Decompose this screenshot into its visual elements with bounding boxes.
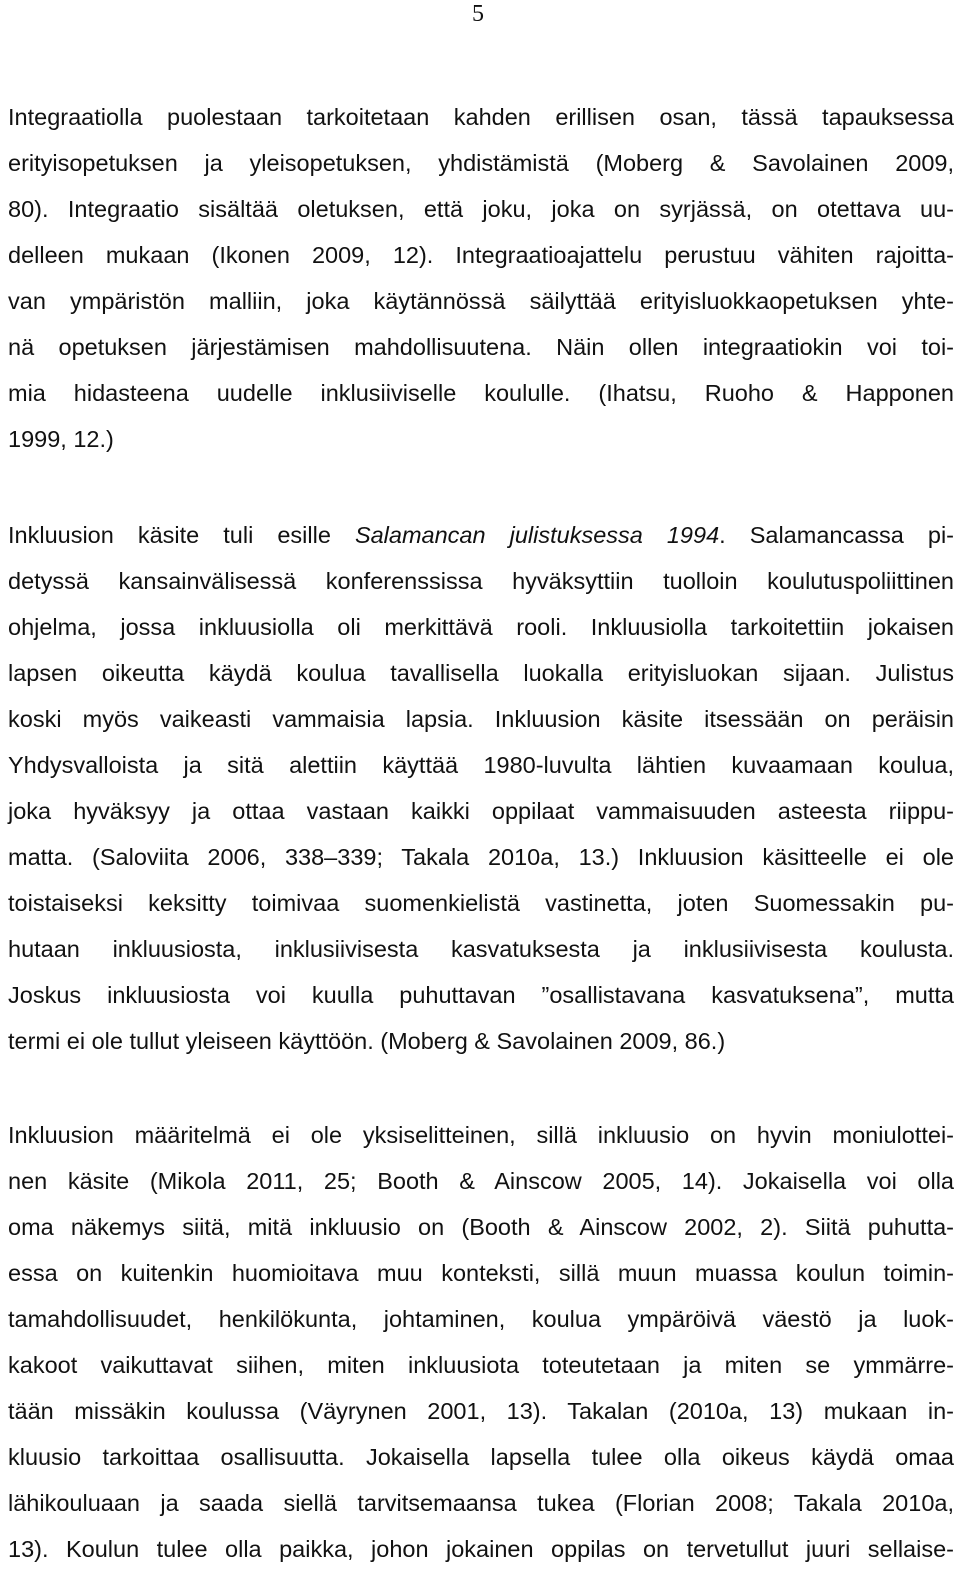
text-line: delleen mukaan (Ikonen 2009, 12). Integraatioajattelu perustuu vähiten rajoitta- <box>8 242 954 268</box>
paragraph-inclusion-definition <box>8 1120 954 1580</box>
text-line: termi ei ole tullut yleiseen käyttöön. (Moberg & Savolainen 2009, 86.) <box>8 1028 726 1054</box>
text-line: van ympäristön malliin, joka käytännössä säilyttää erityisluokkaopetuksen yhte- <box>8 288 954 314</box>
paragraph-salamanca <box>8 520 954 1072</box>
text-line: lapsen oikeutta käydä koulua tavallisella luokalla erityisluokan sijaan. Julistus <box>8 660 954 686</box>
text-line: Yhdysvalloista ja sitä alettiin käyttää 1980-luvulta lähtien kuvaamaan koulua, <box>8 752 954 778</box>
text-line: matta. (Saloviita 2006, 338–339; Takala 2010a, 13.) Inkluusion käsitteelle ei ole <box>8 844 954 870</box>
text-line: kluusio tarkoittaa osallisuutta. Jokaisella lapsella tulee olla oikeus käydä omaa <box>8 1444 954 1470</box>
text-line: nen käsite (Mikola 2011, 25; Booth & Ainscow 2005, 14). Jokaisella voi olla <box>8 1168 954 1194</box>
text-line: 1999, 12.) <box>8 426 114 452</box>
text-line: toistaiseksi keksitty toimivaa suomenkielistä vastinetta, joten Suomessakin pu- <box>8 890 954 916</box>
text-line: nä opetuksen järjestämisen mahdollisuutena. Näin ollen integraatiokin voi toi- <box>8 334 954 360</box>
page-number: 5 <box>472 1 484 27</box>
text-line: detyssä kansainvälisessä konferenssissa hyväksyttiin tuolloin koulutuspoliittinen <box>8 568 954 594</box>
text-line: ohjelma, jossa inkluusiolla oli merkittävä rooli. Inkluusiolla tarkoitettiin jokaisen <box>8 614 954 640</box>
text-line <box>8 520 954 566</box>
text-segment: . Salamancassa pi- <box>719 522 954 548</box>
text-line: 13). Koulun tulee olla paikka, johon jokainen oppilas on tervetullut juuri sellaise- <box>8 1536 954 1562</box>
paragraph-integration <box>8 102 954 470</box>
text-line: mia hidasteena uudelle inklusiiviselle koululle. (Ihatsu, Ruoho & Happonen <box>8 380 954 406</box>
text-line: lähikouluaan ja saada siellä tarvitsemaansa tukea (Florian 2008; Takala 2010a, <box>8 1490 954 1516</box>
text-line: joka hyväksyy ja ottaa vastaan kaikki oppilaat vammaisuuden asteesta riippu- <box>8 798 954 824</box>
italic-title: Salamancan julistuksessa 1994 <box>354 522 720 548</box>
text-line: oma näkemys siitä, mitä inkluusio on (Booth & Ainscow 2002, 2). Siitä puhutta- <box>8 1214 954 1240</box>
text-line: Inkluusion määritelmä ei ole yksiselitteinen, sillä inkluusio on hyvin moniulottei- <box>8 1122 954 1148</box>
text-line: koski myös vaikeasti vammaisia lapsia. Inkluusion käsite itsessään on peräisin <box>8 706 954 732</box>
text-line: Integraatiolla puolestaan tarkoitetaan kahden erillisen osan, tässä tapauksessa <box>8 104 954 130</box>
text-line: 80). Integraatio sisältää oletuksen, että joku, joka on syrjässä, on otettava uu- <box>8 196 954 222</box>
text-segment: Inkluusion käsite tuli esille <box>8 522 355 548</box>
text-line: erityisopetuksen ja yleisopetuksen, yhdistämistä (Moberg & Savolainen 2009, <box>8 150 954 176</box>
text-line: essa on kuitenkin huomioitava muu konteksti, sillä muun muassa koulun toimin- <box>8 1260 954 1286</box>
text-line: hutaan inkluusiosta, inklusiivisesta kasvatuksesta ja inklusiivisesta koulusta. <box>8 936 954 962</box>
text-line: tamahdollisuudet, henkilökunta, johtaminen, koulua ympäröivä väestö ja luok- <box>8 1306 954 1332</box>
text-line: Joskus inkluusiosta voi kuulla puhuttavan ”osallistavana kasvatuksena”, mutta <box>8 982 954 1008</box>
text-line: tään missäkin koulussa (Väyrynen 2001, 13). Takalan (2010a, 13) mukaan in- <box>8 1398 954 1424</box>
text-line: kakoot vaikuttavat siihen, miten inkluusiota toteutetaan ja miten se ymmärre- <box>8 1352 954 1378</box>
